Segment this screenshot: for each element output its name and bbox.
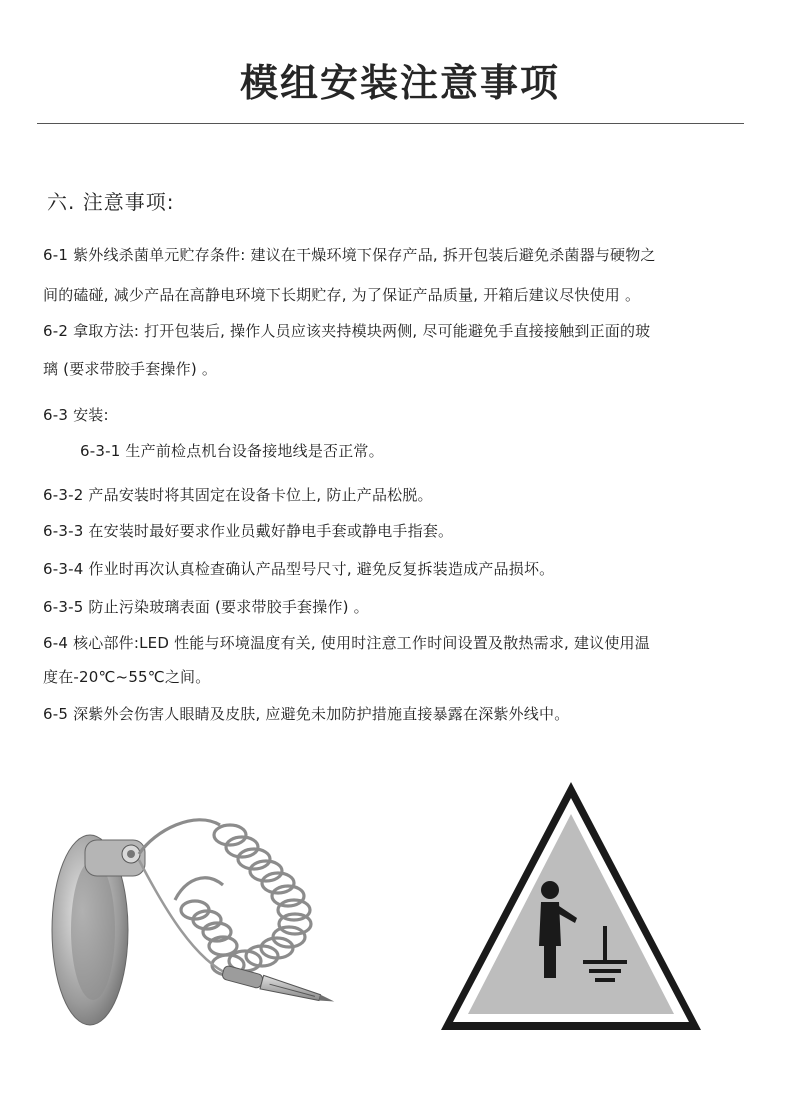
section-heading: 六. 注意事项: [47,190,175,214]
note-6-2-line-2: 璃 (要求带胶手套操作) 。 [43,360,218,378]
note-6-4-line-2: 度在-20℃~55℃之间。 [43,668,211,686]
note-6-3-3: 6-3-3 在安装时最好要求作业员戴好静电手套或静电手指套。 [43,522,454,540]
grounding-warning-sign-icon [437,778,705,1034]
note-6-3-heading: 6-3 安装: [43,406,109,424]
note-6-3-5: 6-3-5 防止污染玻璃表面 (要求带胶手套操作) 。 [43,598,369,616]
antistatic-wrist-strap-icon [45,790,345,1040]
note-6-3-2: 6-3-2 产品安装时将其固定在设备卡位上, 防止产品松脱。 [43,486,433,504]
note-6-3-1: 6-3-1 生产前检点机台设备接地线是否正常。 [80,442,384,460]
note-6-1-line-2: 间的磕碰, 减少产品在高静电环境下长期贮存, 为了保证产品质量, 开箱后建议尽快使用 。 [43,286,641,304]
note-6-4-line-1: 6-4 核心部件:LED 性能与环境温度有关, 使用时注意工作时间设置及散热需求, 建议使用温 [43,634,650,652]
title-divider [37,123,744,124]
note-6-3-4: 6-3-4 作业时再次认真检查确认产品型号尺寸, 避免反复拆装造成产品损坏。 [43,560,555,578]
note-6-5: 6-5 深紫外会伤害人眼睛及皮肤, 应避免未加防护措施直接暴露在深紫外线中。 [43,705,570,723]
note-6-1-line-1: 6-1 紫外线杀菌单元贮存条件: 建议在干燥环境下保存产品, 拆开包装后避免杀菌器与硬物之 [43,246,656,264]
page-title: 模组安装注意事项 [239,61,560,105]
note-6-2-line-1: 6-2 拿取方法: 打开包装后, 操作人员应该夹持模块两侧, 尽可能避免手直接接触到正面的玻 [43,322,651,340]
